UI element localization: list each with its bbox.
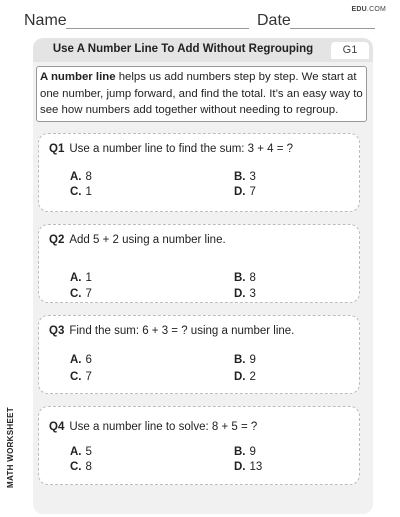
option-value: 3 <box>249 288 256 300</box>
option-letter: D. <box>234 288 246 300</box>
brand-tld: .COM <box>366 6 386 13</box>
question-prompt: Use a number line to find the sum: 3 + 4 = ? <box>69 143 294 155</box>
question-number: Q4 <box>49 421 65 433</box>
question-prompt: Use a number line to solve: 8 + 5 = ? <box>69 421 258 433</box>
option-letter: B. <box>234 171 246 183</box>
option-letter: A. <box>70 446 82 458</box>
option-a[interactable] <box>70 446 92 458</box>
option-letter: C. <box>70 186 82 198</box>
option-b[interactable] <box>234 354 256 366</box>
option-value: 7 <box>249 186 256 198</box>
question-prompt: Find the sum: 6 + 3 = ? using a number line. <box>69 325 295 337</box>
option-letter: C. <box>70 288 82 300</box>
intro-text: helps us add numbers step by step. We start at one number, jump forward, and find the total. It’s an easy way to see how numbers add together without needing to regroup. <box>40 71 363 116</box>
option-letter: A. <box>70 354 82 366</box>
option-letter: B. <box>234 446 246 458</box>
intro-box <box>36 66 367 122</box>
option-d[interactable] <box>234 461 262 473</box>
question-card <box>38 224 360 303</box>
question-card <box>38 406 360 485</box>
option-value: 1 <box>85 186 92 198</box>
option-a[interactable] <box>70 272 92 284</box>
question-text <box>49 325 294 337</box>
title-bar <box>33 38 373 62</box>
option-value: 7 <box>85 288 92 300</box>
option-d[interactable] <box>234 186 256 198</box>
option-c[interactable] <box>70 461 92 473</box>
name-field[interactable] <box>66 28 249 29</box>
option-value: 1 <box>85 272 92 284</box>
option-letter: D. <box>234 186 246 198</box>
option-value: 7 <box>85 371 92 383</box>
option-letter: A. <box>70 272 82 284</box>
option-value: 9 <box>249 446 256 458</box>
date-field[interactable] <box>290 28 375 29</box>
option-letter: A. <box>70 171 82 183</box>
worksheet-title: Use A Number Line To Add Without Regrouping <box>52 43 314 55</box>
option-letter: C. <box>70 371 82 383</box>
date-label: Date <box>257 12 291 29</box>
option-a[interactable] <box>70 354 92 366</box>
question-number: Q3 <box>49 325 65 337</box>
option-value: 9 <box>249 354 256 366</box>
option-letter: B. <box>234 354 246 366</box>
option-c[interactable] <box>70 186 92 198</box>
option-value: 8 <box>85 171 92 183</box>
question-number: Q1 <box>49 143 65 155</box>
name-label: Name <box>24 12 67 29</box>
question-prompt: Add 5 + 2 using a number line. <box>69 234 226 246</box>
option-value: 13 <box>249 461 263 473</box>
option-value: 8 <box>85 461 92 473</box>
option-letter: C. <box>70 461 82 473</box>
question-text <box>49 234 226 246</box>
option-c[interactable] <box>70 288 92 300</box>
option-d[interactable] <box>234 288 256 300</box>
option-d[interactable] <box>234 371 256 383</box>
option-value: 2 <box>249 371 256 383</box>
option-b[interactable] <box>234 446 256 458</box>
option-value: 6 <box>85 354 92 366</box>
brand-name: EDU <box>351 6 367 13</box>
option-a[interactable] <box>70 171 92 183</box>
option-c[interactable] <box>70 371 92 383</box>
intro-term: A number line <box>40 71 116 83</box>
side-label: MATH WORKSHEET <box>6 407 15 488</box>
question-card <box>38 315 360 394</box>
grade-badge: G1 <box>331 42 369 59</box>
option-b[interactable] <box>234 171 256 183</box>
option-b[interactable] <box>234 272 256 284</box>
question-text <box>49 143 293 155</box>
brand-logo <box>352 6 386 13</box>
question-number: Q2 <box>49 234 65 246</box>
question-card <box>38 133 360 212</box>
option-letter: D. <box>234 461 246 473</box>
option-letter: B. <box>234 272 246 284</box>
option-value: 8 <box>249 272 256 284</box>
option-value: 5 <box>85 446 92 458</box>
option-letter: D. <box>234 371 246 383</box>
question-text <box>49 421 257 433</box>
option-value: 3 <box>249 171 256 183</box>
